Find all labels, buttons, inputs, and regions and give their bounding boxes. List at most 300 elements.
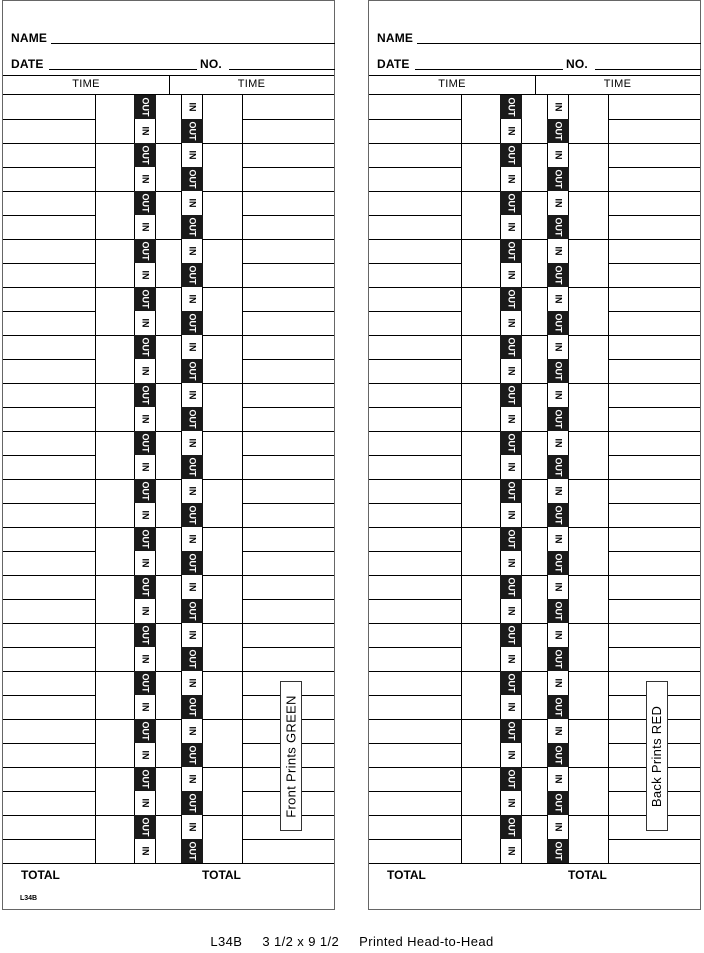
stamp-cell-label: IN — [140, 174, 150, 184]
stamp-cell-label: OUT — [506, 577, 516, 597]
stamp-cell-label: OUT — [140, 625, 150, 645]
stamp-cell-right[interactable] — [547, 527, 569, 551]
stamp-cell-left[interactable] — [500, 839, 522, 863]
total-label-right: TOTAL — [202, 868, 241, 882]
stamp-cell-right[interactable] — [181, 671, 203, 695]
stamp-cell-left[interactable] — [500, 503, 522, 527]
row-rule-right — [242, 503, 334, 504]
date-label: DATE — [11, 57, 44, 71]
stamp-cell-label: OUT — [187, 457, 197, 477]
stamp-cell-left[interactable] — [134, 407, 156, 431]
stamp-cell-right[interactable] — [547, 767, 569, 791]
stamp-cell-right[interactable] — [547, 839, 569, 863]
stamp-cell-left[interactable] — [134, 815, 156, 839]
stamp-cell-right[interactable] — [181, 287, 203, 311]
row-rule-left — [3, 359, 95, 360]
stamp-cell-right[interactable] — [181, 239, 203, 263]
row-rule-right — [242, 527, 334, 528]
stamp-cell-label: OUT — [553, 793, 563, 813]
row-rule-right — [608, 599, 700, 600]
stamp-cell-right[interactable] — [181, 767, 203, 791]
stamp-cell-right[interactable] — [181, 191, 203, 215]
stamp-cell-left[interactable] — [500, 815, 522, 839]
stamp-cell-label: OUT — [553, 217, 563, 237]
stamp-cell-label: IN — [506, 222, 516, 232]
stamp-cell-left[interactable] — [500, 575, 522, 599]
stamp-cell-label: IN — [553, 246, 563, 256]
stamp-cell-left[interactable] — [134, 503, 156, 527]
number-label: NO. — [200, 57, 222, 71]
stamp-cell-right[interactable] — [547, 671, 569, 695]
pair-rule — [461, 431, 608, 432]
stamp-cell-left[interactable] — [500, 359, 522, 383]
stamp-cell-right[interactable] — [547, 263, 569, 287]
row-rule-left — [369, 167, 461, 168]
stamp-cell-label: IN — [187, 342, 197, 352]
name-label: NAME — [377, 31, 414, 45]
stamp-cell-label: IN — [140, 414, 150, 424]
stamp-cell-right[interactable] — [181, 719, 203, 743]
row-rule-right — [608, 479, 700, 480]
row-rule-left — [369, 263, 461, 264]
stamp-cell-label: OUT — [187, 217, 197, 237]
stamp-cell-label: OUT — [140, 817, 150, 837]
pair-rule — [461, 767, 608, 768]
stamp-cell-left[interactable] — [134, 791, 156, 815]
stamp-cell-label: IN — [553, 678, 563, 688]
stamp-cell-label: OUT — [506, 625, 516, 645]
stamp-cell-right[interactable] — [547, 239, 569, 263]
row-rule-left — [3, 575, 95, 576]
stamp-cell-label: IN — [553, 630, 563, 640]
row-rule-left — [3, 311, 95, 312]
number-label: NO. — [566, 57, 588, 71]
row-rule-left — [369, 623, 461, 624]
stamp-cell-left[interactable] — [134, 551, 156, 575]
stamp-cell-right[interactable] — [547, 287, 569, 311]
row-rule-left — [369, 719, 461, 720]
stamp-cell-label: OUT — [553, 649, 563, 669]
caption-model: L34B — [210, 934, 243, 949]
stamp-cell-left[interactable] — [500, 119, 522, 143]
stamp-cell-left[interactable] — [500, 623, 522, 647]
stamp-cell-label: IN — [553, 438, 563, 448]
stamp-cell-right[interactable] — [181, 311, 203, 335]
stamp-cell-label: IN — [140, 750, 150, 760]
stamp-cell-left[interactable] — [500, 455, 522, 479]
stamp-cell-right[interactable] — [181, 407, 203, 431]
stamp-cell-left[interactable] — [134, 263, 156, 287]
stamp-cell-right[interactable] — [181, 95, 203, 119]
stamp-cell-right[interactable] — [547, 599, 569, 623]
row-rule-right — [242, 287, 334, 288]
stamp-cell-label: IN — [553, 198, 563, 208]
row-rule-right — [608, 839, 700, 840]
stamp-cell-left[interactable] — [134, 671, 156, 695]
row-rule-left — [369, 479, 461, 480]
stamp-cell-right[interactable] — [181, 623, 203, 647]
stamp-cell-left[interactable] — [134, 527, 156, 551]
row-rule-left — [369, 143, 461, 144]
caption-size: 3 1/2 x 9 1/2 — [262, 934, 340, 949]
row-rule-left — [3, 119, 95, 120]
stamp-cell-left[interactable] — [134, 839, 156, 863]
row-rule-left — [369, 647, 461, 648]
stamp-cell-right[interactable] — [547, 695, 569, 719]
row-rule-left — [3, 455, 95, 456]
stamp-cell-left[interactable] — [134, 575, 156, 599]
stamp-cell-label: IN — [187, 534, 197, 544]
pair-rule — [461, 239, 608, 240]
stamp-cell-label: OUT — [140, 529, 150, 549]
time-header-divider — [535, 75, 536, 95]
time-header-bottom-rule — [369, 94, 700, 95]
stamp-cell-right[interactable] — [547, 479, 569, 503]
stamp-cell-label: IN — [187, 102, 197, 112]
row-rule-left — [3, 263, 95, 264]
stamp-cell-left[interactable] — [500, 767, 522, 791]
pair-rule — [95, 767, 242, 768]
name-field[interactable] — [417, 43, 701, 44]
stamp-cell-label: OUT — [140, 289, 150, 309]
stamp-cell-label: IN — [140, 126, 150, 136]
stamp-cell-right[interactable] — [547, 455, 569, 479]
stamp-cell-label: OUT — [506, 385, 516, 405]
stamp-cell-right[interactable] — [181, 431, 203, 455]
stamp-cell-left[interactable] — [500, 551, 522, 575]
row-rule-left — [369, 839, 461, 840]
stamp-cell-left[interactable] — [500, 599, 522, 623]
stamp-cell-label: OUT — [187, 745, 197, 765]
row-rule-right — [242, 359, 334, 360]
stamp-cell-left[interactable] — [500, 791, 522, 815]
pair-rule — [95, 623, 242, 624]
pair-rule — [95, 575, 242, 576]
stamp-cell-left[interactable] — [134, 695, 156, 719]
stamp-cell-right[interactable] — [547, 575, 569, 599]
stamp-cell-right[interactable] — [181, 575, 203, 599]
stamp-cell-left[interactable] — [500, 239, 522, 263]
stamp-cell-left[interactable] — [500, 695, 522, 719]
stamp-cell-right[interactable] — [181, 527, 203, 551]
stamp-cell-right[interactable] — [547, 383, 569, 407]
pair-rule — [461, 479, 608, 480]
row-rule-right — [608, 431, 700, 432]
row-rule-left — [3, 167, 95, 168]
stamp-cell-left[interactable] — [500, 311, 522, 335]
stamp-cell-right[interactable] — [181, 359, 203, 383]
stamp-cell-label: OUT — [140, 481, 150, 501]
stamp-cell-label: OUT — [553, 121, 563, 141]
row-rule-right — [608, 311, 700, 312]
row-rule-left — [369, 527, 461, 528]
stamp-cell-label: IN — [553, 774, 563, 784]
stamp-cell-right[interactable] — [547, 191, 569, 215]
stamp-cell-right[interactable] — [547, 215, 569, 239]
stamp-cell-left[interactable] — [134, 95, 156, 119]
stamp-cell-left[interactable] — [134, 239, 156, 263]
row-rule-left — [369, 599, 461, 600]
stamp-cell-label: OUT — [553, 745, 563, 765]
date-field[interactable] — [49, 69, 197, 70]
stamp-cell-right[interactable] — [547, 743, 569, 767]
stamp-cell-left[interactable] — [134, 599, 156, 623]
stamp-cell-right[interactable] — [547, 815, 569, 839]
pair-rule — [461, 191, 608, 192]
stamp-cell-left[interactable] — [134, 311, 156, 335]
pair-rule — [461, 335, 608, 336]
stamp-cell-left[interactable] — [500, 671, 522, 695]
stamp-cell-right[interactable] — [181, 383, 203, 407]
stamp-cell-right[interactable] — [547, 167, 569, 191]
stamp-cell-label: IN — [506, 462, 516, 472]
stamp-cell-right[interactable] — [547, 503, 569, 527]
stamp-cell-left[interactable] — [134, 359, 156, 383]
stamp-cell-right[interactable] — [181, 143, 203, 167]
row-rule-left — [369, 455, 461, 456]
stamp-cell-label: IN — [506, 318, 516, 328]
stamp-cell-label: IN — [140, 558, 150, 568]
stamp-cell-left[interactable] — [500, 191, 522, 215]
row-rule-left — [369, 671, 461, 672]
row-rule-right — [608, 335, 700, 336]
stamp-cell-label: OUT — [187, 553, 197, 573]
stamp-cell-label: IN — [506, 798, 516, 808]
stamp-cell-right[interactable] — [181, 215, 203, 239]
row-rule-right — [608, 527, 700, 528]
stamp-cell-right[interactable] — [181, 503, 203, 527]
stamp-cell-label: OUT — [187, 169, 197, 189]
stamp-cell-label: IN — [140, 702, 150, 712]
row-rule-right — [242, 311, 334, 312]
stamp-cell-label: IN — [506, 606, 516, 616]
stamp-cell-label: OUT — [140, 193, 150, 213]
stamp-cell-label: IN — [140, 606, 150, 616]
stamp-cell-left[interactable] — [134, 191, 156, 215]
stamp-cell-right[interactable] — [181, 335, 203, 359]
stamp-cell-label: OUT — [553, 169, 563, 189]
stamp-cell-label: IN — [553, 294, 563, 304]
stamp-cell-left[interactable] — [134, 479, 156, 503]
stamp-cell-right[interactable] — [181, 815, 203, 839]
row-rule-left — [3, 719, 95, 720]
row-rule-right — [608, 503, 700, 504]
stamp-cell-right[interactable] — [181, 791, 203, 815]
row-rule-right — [608, 263, 700, 264]
stamp-cell-label: IN — [506, 702, 516, 712]
stamp-cell-right[interactable] — [547, 119, 569, 143]
stamp-cell-label: IN — [140, 462, 150, 472]
stamp-cell-right[interactable] — [547, 335, 569, 359]
stamp-cell-label: OUT — [553, 697, 563, 717]
stamp-cell-label: OUT — [187, 649, 197, 669]
stamp-cell-left[interactable] — [134, 383, 156, 407]
pair-rule — [461, 575, 608, 576]
row-rule-right — [608, 215, 700, 216]
pair-rule — [461, 143, 608, 144]
stamp-cell-left[interactable] — [134, 719, 156, 743]
row-rule-left — [3, 671, 95, 672]
stamp-cell-right[interactable] — [547, 143, 569, 167]
row-rule-left — [369, 191, 461, 192]
stamp-cell-left[interactable] — [500, 143, 522, 167]
stamp-cell-left[interactable] — [500, 215, 522, 239]
row-rule-right — [242, 647, 334, 648]
stamp-cell-right[interactable] — [181, 479, 203, 503]
row-rule-left — [369, 119, 461, 120]
row-rule-right — [242, 575, 334, 576]
row-rule-left — [3, 479, 95, 480]
stamp-cell-label: OUT — [553, 313, 563, 333]
stamp-cell-right[interactable] — [547, 95, 569, 119]
row-rule-left — [369, 215, 461, 216]
row-rule-right — [608, 287, 700, 288]
stamp-cell-label: IN — [506, 366, 516, 376]
stamp-cell-right[interactable] — [547, 407, 569, 431]
stamp-cell-label: IN — [187, 198, 197, 208]
row-rule-left — [3, 791, 95, 792]
stamp-cell-label: OUT — [506, 433, 516, 453]
stamp-cell-label: OUT — [553, 841, 563, 861]
stamp-cell-left[interactable] — [500, 383, 522, 407]
stamp-cell-left[interactable] — [500, 167, 522, 191]
stamp-cell-right[interactable] — [547, 311, 569, 335]
row-rule-left — [3, 743, 95, 744]
stamp-cell-label: OUT — [506, 145, 516, 165]
stamp-cell-label: OUT — [140, 385, 150, 405]
stamp-cell-right[interactable] — [181, 551, 203, 575]
stamp-cell-left[interactable] — [134, 215, 156, 239]
stamp-area-right-border — [242, 95, 243, 863]
row-rule-left — [369, 335, 461, 336]
stamp-cell-label: IN — [187, 774, 197, 784]
stamp-cell-left[interactable] — [500, 527, 522, 551]
stamp-cell-label: IN — [187, 582, 197, 592]
stamp-cell-label: OUT — [140, 97, 150, 117]
row-rule-left — [3, 551, 95, 552]
stamp-cell-left[interactable] — [500, 335, 522, 359]
row-rule-right — [242, 431, 334, 432]
row-rule-left — [369, 383, 461, 384]
pair-rule — [95, 239, 242, 240]
stamp-cell-left[interactable] — [500, 287, 522, 311]
stamp-cell-left[interactable] — [134, 455, 156, 479]
row-rule-right — [608, 575, 700, 576]
stamp-cell-right[interactable] — [181, 695, 203, 719]
stamp-cell-left[interactable] — [134, 119, 156, 143]
stamp-cell-right[interactable] — [547, 719, 569, 743]
stamp-cell-left[interactable] — [134, 143, 156, 167]
stamp-cell-label: IN — [553, 534, 563, 544]
stamp-cell-right[interactable] — [181, 839, 203, 863]
stamp-cell-label: OUT — [553, 265, 563, 285]
stamp-cell-right[interactable] — [181, 743, 203, 767]
pair-rule — [461, 287, 608, 288]
row-rule-left — [369, 359, 461, 360]
stamp-cell-left[interactable] — [134, 767, 156, 791]
stamp-cell-label: IN — [140, 846, 150, 856]
row-rule-left — [3, 215, 95, 216]
stamp-cell-right[interactable] — [547, 551, 569, 575]
stamp-cell-right[interactable] — [547, 623, 569, 647]
stamp-cell-right[interactable] — [181, 455, 203, 479]
stamp-cell-label: IN — [506, 270, 516, 280]
total-label-left: TOTAL — [21, 868, 60, 882]
stamp-cell-left[interactable] — [500, 95, 522, 119]
stamp-cell-left[interactable] — [500, 263, 522, 287]
stamp-cell-left[interactable] — [500, 719, 522, 743]
stamp-cell-left[interactable] — [500, 407, 522, 431]
stamp-cell-left[interactable] — [134, 743, 156, 767]
stamp-cell-right[interactable] — [547, 647, 569, 671]
stamp-cell-label: OUT — [506, 241, 516, 261]
stamp-cell-label: OUT — [506, 193, 516, 213]
pair-rule — [95, 527, 242, 528]
stamp-cell-label: OUT — [506, 721, 516, 741]
number-field[interactable] — [229, 69, 335, 70]
row-rule-right — [242, 839, 334, 840]
print-note-text: Front Prints GREEN — [283, 694, 299, 818]
row-rule-left — [369, 815, 461, 816]
name-field[interactable] — [51, 43, 335, 44]
stamp-cell-left[interactable] — [134, 431, 156, 455]
pair-rule — [95, 383, 242, 384]
stamp-cell-right[interactable] — [181, 599, 203, 623]
stamp-cell-left[interactable] — [134, 647, 156, 671]
pair-rule — [461, 623, 608, 624]
row-rule-right — [608, 359, 700, 360]
stamp-cell-label: IN — [140, 318, 150, 328]
stamp-cell-left[interactable] — [134, 287, 156, 311]
stamp-cell-right[interactable] — [181, 263, 203, 287]
time-header-divider — [169, 75, 170, 95]
stamp-cell-right[interactable] — [547, 791, 569, 815]
stamp-cell-right[interactable] — [181, 647, 203, 671]
stamp-cell-left[interactable] — [134, 167, 156, 191]
grid-bottom-rule — [369, 863, 700, 864]
stamp-cell-left[interactable] — [500, 431, 522, 455]
row-rule-right — [242, 599, 334, 600]
stamp-cell-left[interactable] — [134, 623, 156, 647]
row-rule-right — [608, 671, 700, 672]
stamp-cell-label: OUT — [506, 769, 516, 789]
stamp-cell-right[interactable] — [181, 119, 203, 143]
stamp-cell-right[interactable] — [547, 359, 569, 383]
stamp-cell-label: OUT — [506, 289, 516, 309]
stamp-cell-right[interactable] — [181, 167, 203, 191]
stamp-cell-left[interactable] — [134, 335, 156, 359]
row-rule-left — [3, 143, 95, 144]
date-field[interactable] — [415, 69, 563, 70]
stamp-cell-right[interactable] — [547, 431, 569, 455]
print-note-box — [646, 681, 668, 831]
row-rule-right — [242, 143, 334, 144]
stamp-cell-label: IN — [553, 822, 563, 832]
stamp-area-right-border — [608, 95, 609, 863]
stamp-cell-label: OUT — [140, 337, 150, 357]
row-rule-left — [369, 575, 461, 576]
stamp-cell-left[interactable] — [500, 743, 522, 767]
stamp-cell-label: IN — [553, 582, 563, 592]
stamp-cell-label: IN — [506, 558, 516, 568]
stamp-cell-label: OUT — [140, 673, 150, 693]
pair-rule — [95, 143, 242, 144]
stamp-cell-label: OUT — [187, 361, 197, 381]
stamp-cell-left[interactable] — [500, 647, 522, 671]
stamp-cell-left[interactable] — [500, 479, 522, 503]
number-field[interactable] — [595, 69, 701, 70]
name-label: NAME — [11, 31, 48, 45]
